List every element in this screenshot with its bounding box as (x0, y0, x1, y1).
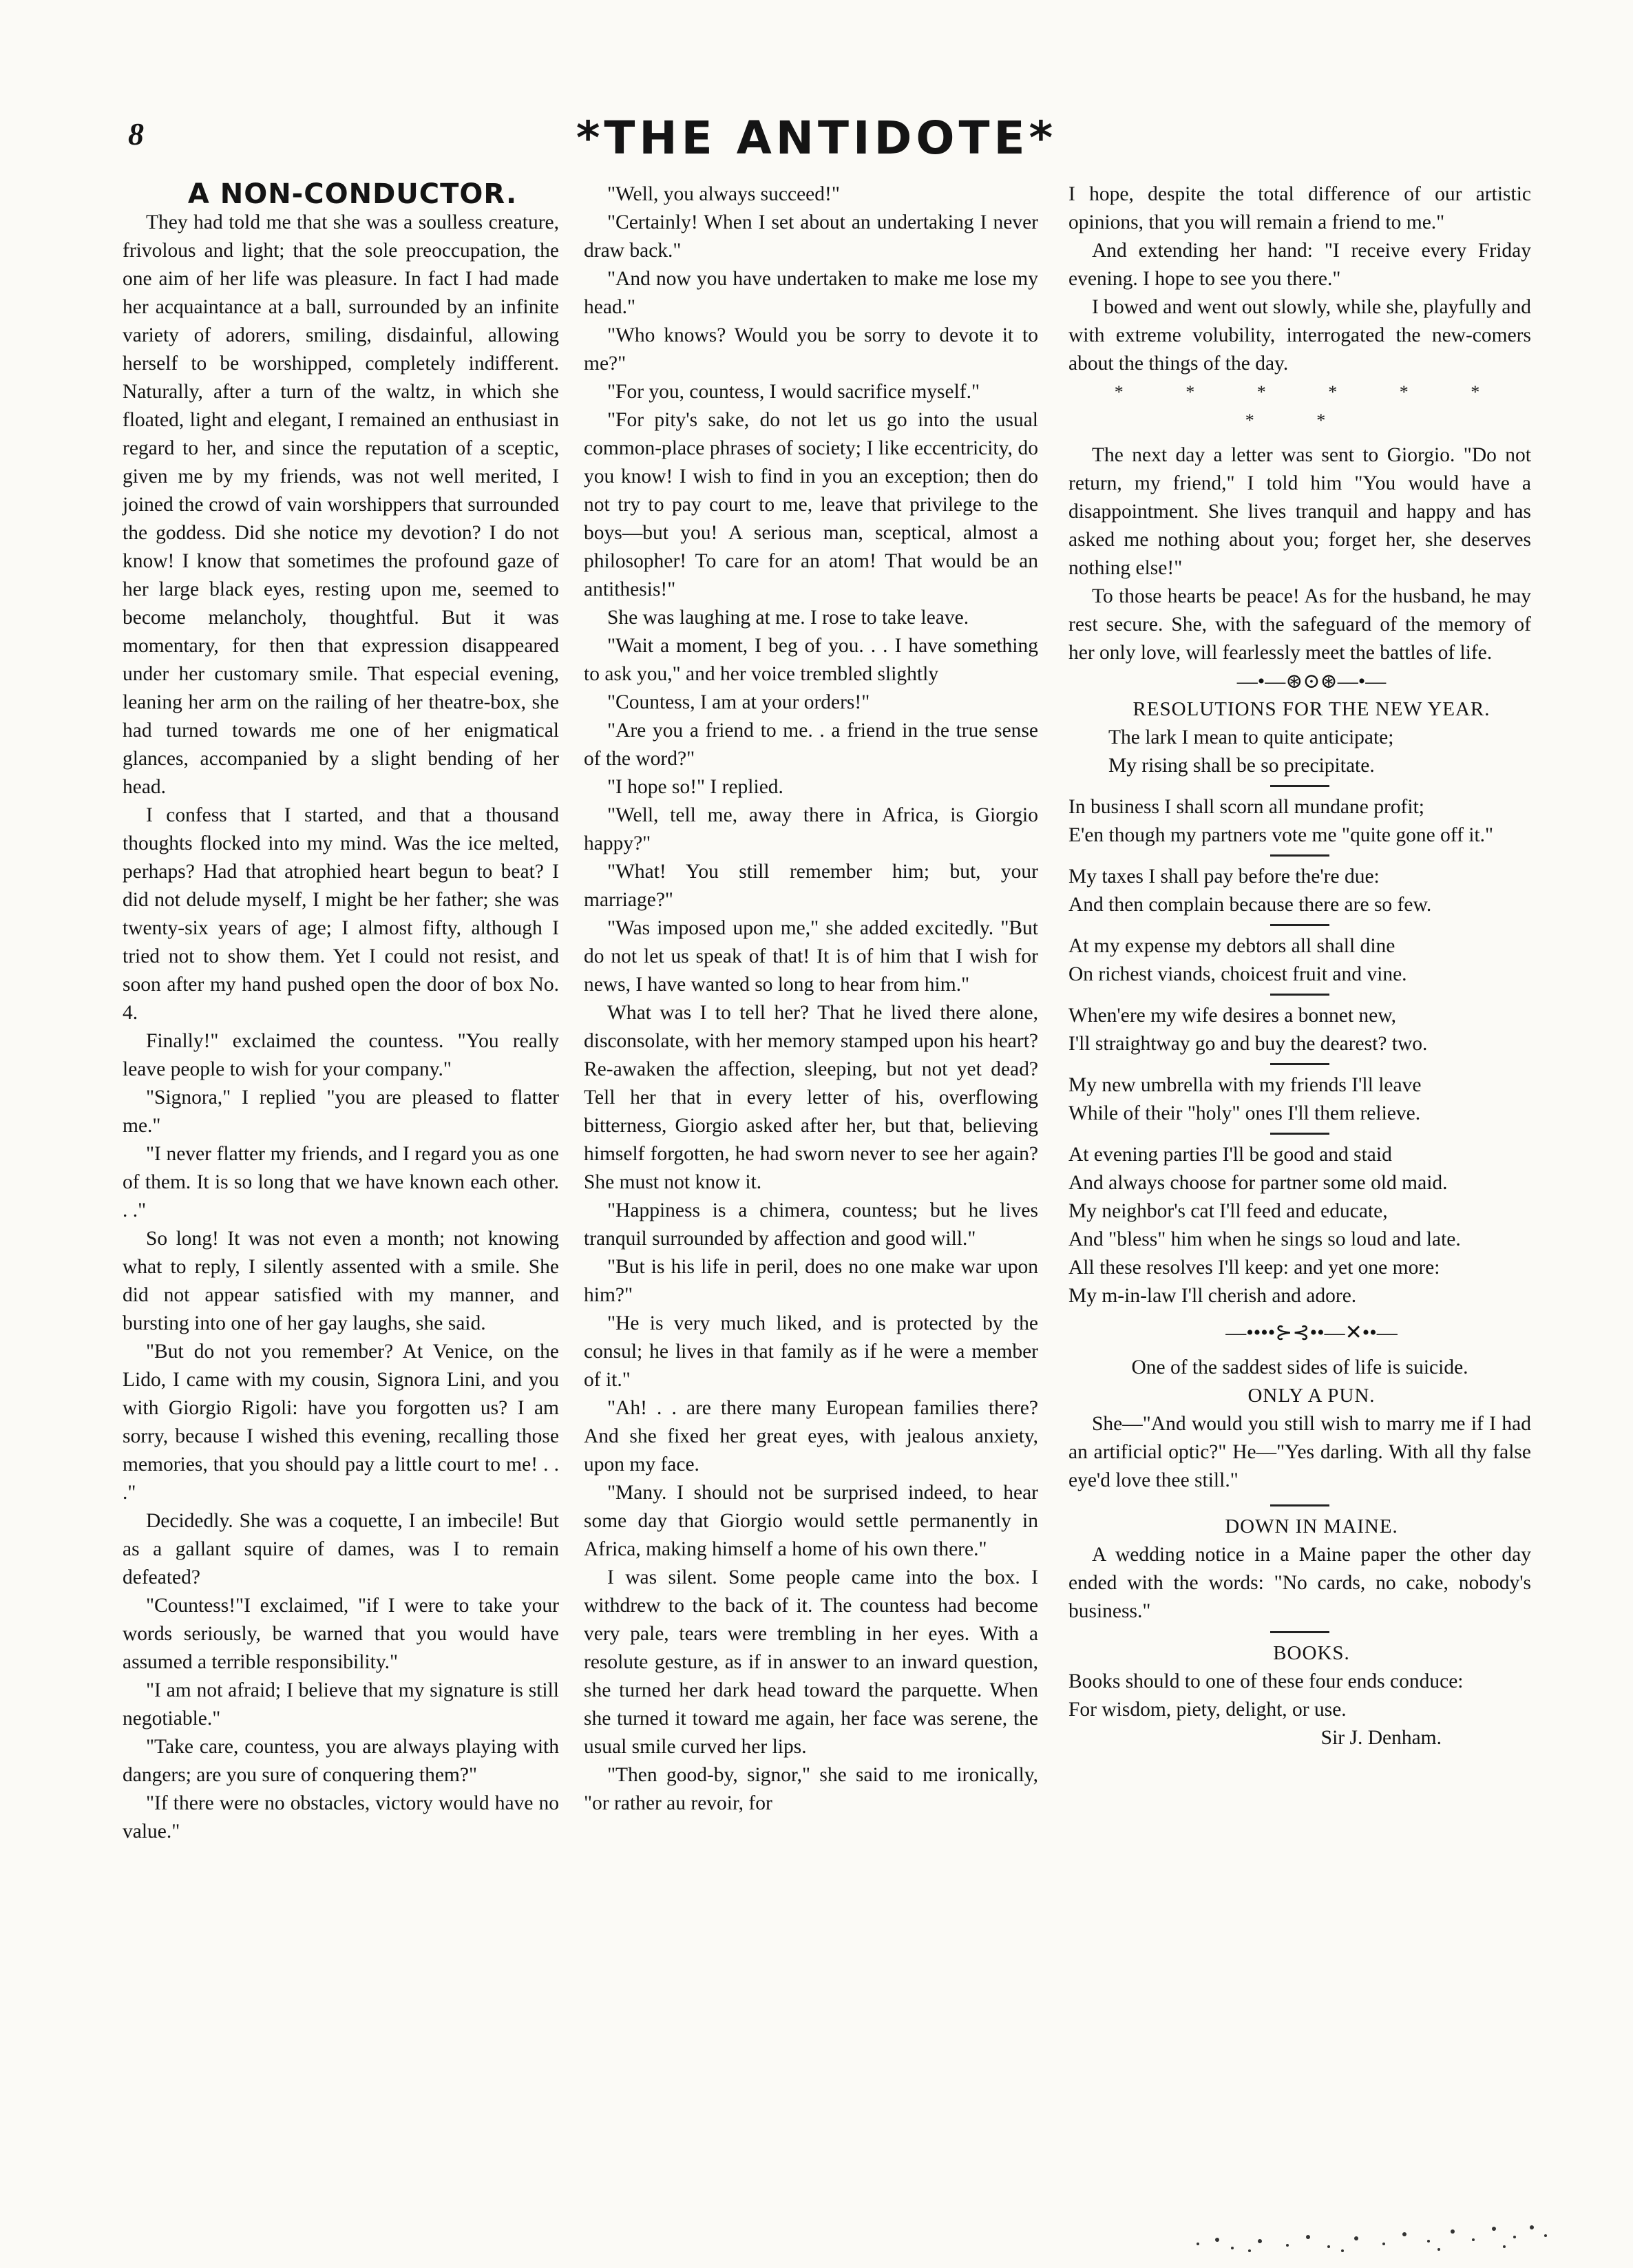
paragraph: "Happiness is a chimera, countess; but he lives tranquil surrounded by affection and good will." (584, 1199, 1038, 1250)
paragraph: "Who knows? Would you be sorry to devote it to me?" (584, 324, 1038, 375)
paragraph: "He is very much liked, and is protected by the consul; he lives in that family as if he were a member of it." (584, 1312, 1038, 1391)
paragraph: "Take care, countess, you are always playing with dangers; are you sure of conquering them?" (123, 1736, 559, 1786)
paragraph: "Well, you always succeed!" (607, 183, 840, 205)
paragraph: "Well, tell me, away there in Africa, is Giorgio happy?" (584, 804, 1038, 854)
divider-rule (1270, 1063, 1329, 1065)
paragraph: So long! It was not even a month; not knowing what to reply, I silently assented with a smile. She did not appear satisfied with my manner, and bursting into one of her gay laughs, she said. (123, 1228, 559, 1334)
print-speckle-decoration (1184, 2220, 1556, 2256)
paragraph: I hope, despite the total difference of our artistic opinions, that you will remain a friend to me." (1068, 183, 1531, 233)
paragraph: To those hearts be peace! As for the husband, he may rest secure. She, with the safeguard of the memory of her only love, will fearlessly meet the battles of life. (1068, 585, 1531, 664)
paragraph: "I never flatter my friends, and I regard you as one of them. It is so long that we have known each other. . ." (123, 1143, 559, 1221)
column-3 (1068, 180, 1531, 1752)
poem-line: I'll straightway go and buy the dearest? two. (1068, 1033, 1428, 1055)
poem-line: While of their "holy" ones I'll them relieve. (1068, 1102, 1421, 1124)
paragraph: They had told me that she was a soulless creature, frivolous and light; that the sole preoccupation, the one aim of her life was pleasure. In fact I had made her acquaintance at a ball, surrounded by an infinite variety of adorers, smiling, disdainful, allowing herself to be worshipped, completely indifferent. Naturally, after a turn of the waltz, in which she floated, light and elegant, I remained an enthusiast in regard to her, and since the reputation of a sceptic, given me by my friends, was not well merited, I joined the crowd of vain worshippers that surrounded the goddess. Did she notice my devotion? I do not know! I know that sometimes the profound gaze of her large black eyes, resting upon me, seemed to become melancholy, thoughtful. But it was momentary, for then that expression disappeared under her customary smile. That especial evening, leaning her arm on the railing of her theatre-box, she had turned towards me one of her enigmatical glances, accompanied by a slight bending of her head. (123, 211, 559, 798)
column-1 (123, 180, 559, 1846)
poem-line: And always choose for partner some old maid. (1068, 1172, 1448, 1194)
maine-text: A wedding notice in a Maine paper the other day ended with the words: "No cards, no cake, nobody's business." (1068, 1544, 1531, 1622)
pun-title: ONLY A PUN. (1247, 1385, 1376, 1407)
paragraph: "For you, countess, I would sacrifice myself." (607, 381, 980, 403)
poem-line: On richest viands, choicest fruit and vine. (1068, 963, 1407, 985)
poem-line: My m-in-law I'll cherish and adore. (1068, 1285, 1357, 1307)
divider-rule (1270, 1631, 1329, 1633)
paragraph: "Ah! . . are there many European families there? And she fixed her great eyes, with jealous anxiety, upon my face. (584, 1397, 1038, 1476)
poem-line: My neighbor's cat I'll feed and educate, (1068, 1200, 1388, 1222)
paragraph: "Countess, I am at your orders!" (607, 691, 870, 713)
poem-line: At my expense my debtors all shall dine (1068, 935, 1395, 957)
paragraph: "Wait a moment, I beg of you. . . I have something to ask you," and her voice trembled slightly (584, 635, 1038, 685)
poem-line: And then complain because there are so few. (1068, 894, 1432, 916)
paragraph: "But is his life in peril, does no one make war upon him?" (584, 1256, 1038, 1306)
poem-stanza (1068, 932, 1531, 989)
paragraph: "I am not afraid; I believe that my signature is still negotiable." (123, 1679, 559, 1730)
paragraph: "Then good-by, signor," she said to me ironically, "or rather au revoir, for (584, 1764, 1038, 1814)
poem-line: The lark I mean to quite anticipate; (1108, 726, 1394, 748)
divider-rule (1270, 924, 1329, 926)
divider-rule (1270, 854, 1329, 857)
poem-stanza (1068, 863, 1531, 919)
paragraph: "What! You still remember him; but, your marriage?" (584, 861, 1038, 911)
poem-stanza (1068, 1002, 1531, 1058)
paragraph: What was I to tell her? That he lived there alone, disconsolate, with her memory stamped upon his heart? Re-awaken the affection, sleeping, but not yet dead? Tell her that in every letter of his, overflowing bitterness, Giorgio asked after her, but that, believing himself forgotten, he had sworn never to see her again? She must not know it. (584, 1002, 1038, 1193)
poem-line: My new umbrella with my friends I'll leave (1068, 1074, 1422, 1096)
paragraph: I confess that I started, and that a thousand thoughts flocked into my mind. Was the ice melted, perhaps? Had that atrophied heart begun to beat? I did not delude myself, I might be her father; she was twenty-six years of age; I almost fifty, although I tried not to show them. Yet I could not resist, and soon after my hand pushed open the door of box No. 4. (123, 804, 559, 1024)
column-2 (584, 180, 1038, 1818)
ornament-divider: —••••⊱⊰••—✕••— (1225, 1321, 1398, 1344)
resolutions-title: RESOLUTIONS FOR THE NEW YEAR. (1132, 698, 1490, 720)
paragraph: "And now you have undertaken to make me lose my head." (584, 268, 1038, 318)
masthead-title: *THE ANTIDOTE* (576, 112, 1057, 165)
poem-stanza (1068, 793, 1531, 850)
paragraph: "Certainly! When I set about an undertaking I never draw back." (584, 211, 1038, 262)
paragraph: I bowed and went out slowly, while she, playfully and with extreme volubility, interrogated the new-comers about the things of the day. (1068, 296, 1531, 375)
paragraph: "But do not you remember? At Venice, on the Lido, I came with my cousin, Signora Lini, and you with Giorgio Rigoli: have you forgotten us? I am sorry, because I wished this evening, recalling those memories, that you should pay a little court to me! . . ." (123, 1341, 559, 1504)
divider-rule (1270, 1504, 1329, 1506)
paragraph: "I hope so!" I replied. (607, 776, 783, 798)
paragraph: "For pity's sake, do not let us go into the usual common-place phrases of society; I like eccentricity, do you know! I wish to find in you an exception; then do not try to pay court to me, leave that privilege to the boys—but you! A serious man, sceptical, almost a philosopher! To care for an atom! That would be an antithesis!" (584, 409, 1038, 600)
divider-rule (1270, 1133, 1329, 1135)
suicide-line: One of the saddest sides of life is suicide. (1131, 1356, 1468, 1378)
paragraph: Finally!" exclaimed the countess. "You really leave people to wish for your company." (123, 1030, 559, 1080)
poem-stanza (1068, 1141, 1531, 1310)
divider-rule (1270, 785, 1329, 787)
maine-title: DOWN IN MAINE. (1225, 1515, 1398, 1537)
page-number: 8 (128, 116, 144, 151)
paragraph: "If there were no obstacles, victory would have no value." (123, 1792, 559, 1842)
paragraph: She was laughing at me. I rose to take leave. (607, 607, 969, 629)
paragraph: "Many. I should not be surprised indeed, to hear some day that Giorgio would settle permanently in Africa, making himself a home of his own there." (584, 1482, 1038, 1560)
poem-line: All these resolves I'll keep: and yet one more: (1068, 1257, 1440, 1279)
poem-line: At evening parties I'll be good and staid (1068, 1144, 1392, 1166)
poem-stanza (1068, 1071, 1531, 1128)
article-title: A NON-CONDUCTOR. (187, 178, 518, 210)
poem-line: My rising shall be so precipitate. (1108, 755, 1375, 777)
ornament-divider: —•—⊛⊙⊛—•— (1236, 670, 1387, 693)
paragraph: "Countess!"I exclaimed, "if I were to take your words seriously, be warned that you would have assumed a terrible responsibility." (123, 1595, 559, 1673)
poem-line: For wisdom, piety, delight, or use. (1068, 1699, 1347, 1721)
paragraph: And extending her hand: "I receive every Friday evening. I hope to see you there." (1068, 240, 1531, 290)
paragraph: The next day a letter was sent to Giorgio. "Do not return, my friend," I told him "You would have a disappointment. She lives tranquil and happy and has asked me nothing about you; forget her, she deserves nothing else!" (1068, 444, 1531, 579)
signature: Sir J. Denham. (1320, 1727, 1442, 1749)
paragraph: Decidedly. She was a coquette, I an imbecile! But as a gallant squire of dames, was I to remain defeated? (123, 1510, 559, 1588)
pun-text: She—"And would you still wish to marry me if I had an artificial optic?" He—"Yes darling. With all thy false eye'd love thee still." (1068, 1413, 1531, 1491)
poem-line: Books should to one of these four ends conduce: (1068, 1670, 1464, 1692)
paragraph: "Are you a friend to me. . a friend in the true sense of the word?" (584, 720, 1038, 770)
poem-line: My taxes I shall pay before the're due: (1068, 865, 1380, 888)
poem-line: When'ere my wife desires a bonnet new, (1068, 1005, 1397, 1027)
poem-line: E'en though my partners vote me "quite gone off it." (1068, 824, 1494, 846)
poem-stanza (1068, 724, 1531, 780)
poem-line: In business I shall scorn all mundane profit; (1068, 796, 1424, 818)
poem-line: And "bless" him when he sings so loud and late. (1068, 1228, 1461, 1250)
paragraph: I was silent. Some people came into the box. I withdrew to the back of it. The countess had become very pale, tears were trembling in her eyes. With a resolute gesture, as if in answer to an inward question, she turned her dark head toward the parquette. When she turned it toward me again, her face was serene, the usual smile curved her lips. (584, 1566, 1038, 1758)
section-break-stars: * * * * * * * * (1114, 382, 1509, 430)
divider-rule (1270, 994, 1329, 996)
paragraph: "Was imposed upon me," she added excitedly. "But do not let us speak of that! It is of him that I wish for news, I have wanted so long to hear from him." (584, 917, 1038, 996)
paragraph: "Signora," I replied "you are pleased to flatter me." (123, 1086, 559, 1137)
books-title: BOOKS. (1273, 1642, 1350, 1664)
